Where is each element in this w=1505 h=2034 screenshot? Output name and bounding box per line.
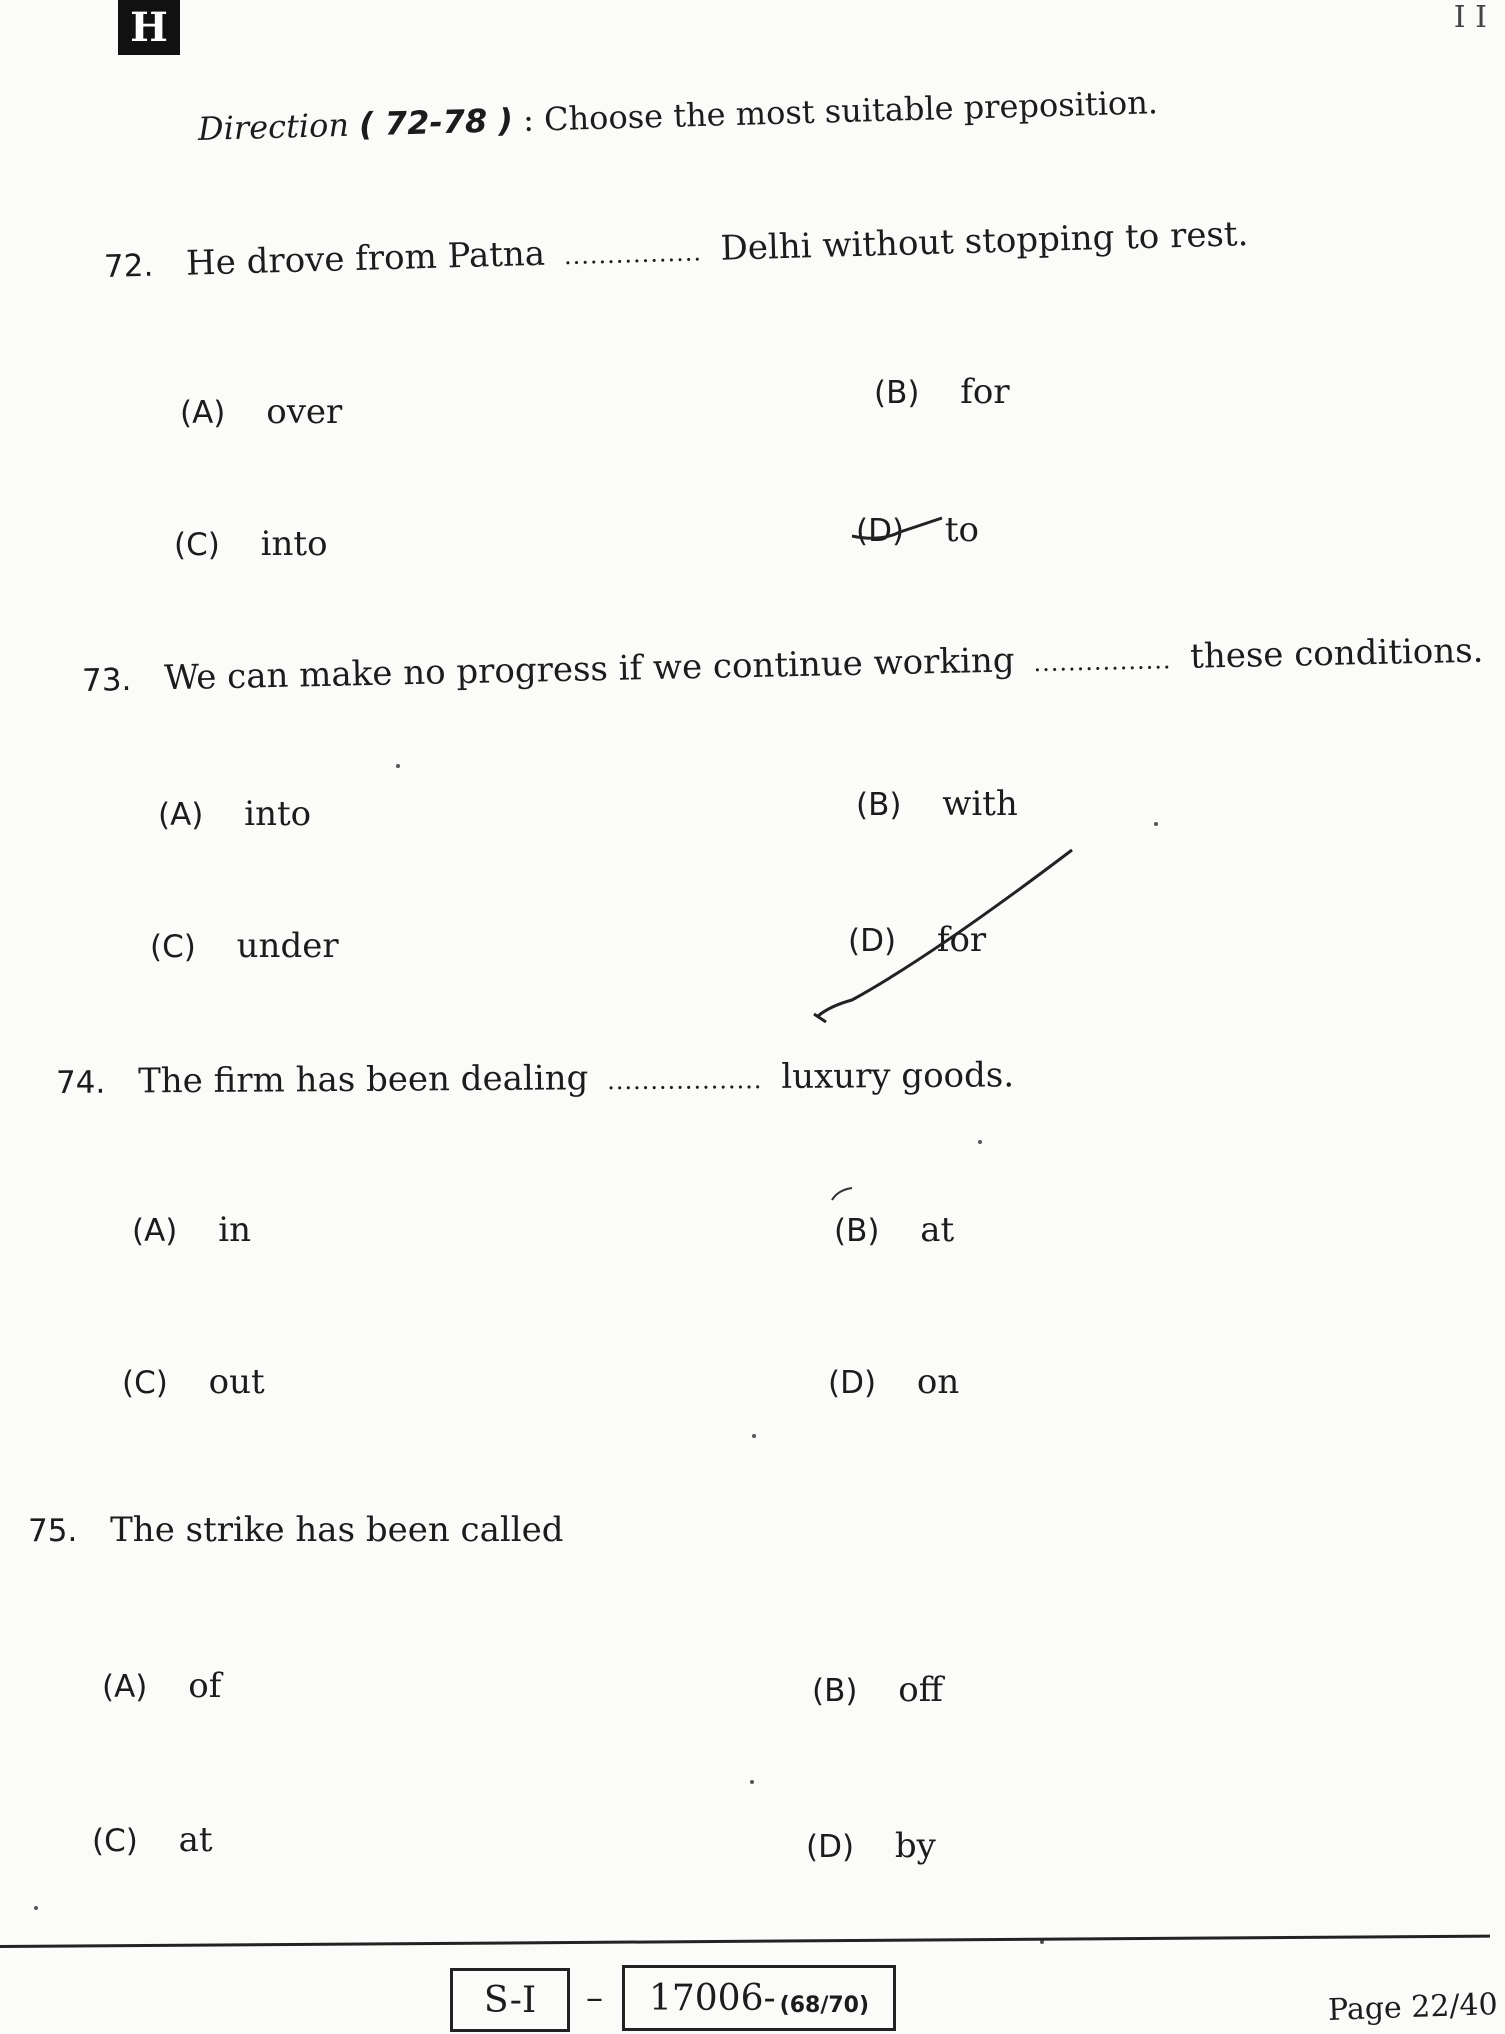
question-text-before: He drove from Patna: [185, 233, 546, 284]
question-blank: ..................: [607, 1066, 763, 1096]
option-text: into: [244, 794, 312, 834]
option-74-d[interactable]: [828, 1362, 959, 1402]
option-text: into: [260, 524, 328, 564]
option-74-c[interactable]: [122, 1362, 265, 1402]
question-72: [103, 214, 1248, 286]
option-text: for: [960, 372, 1010, 412]
option-letter: (A): [132, 1213, 178, 1249]
option-text: for: [936, 920, 987, 960]
booklet-code-box: [622, 1965, 896, 2031]
scan-speck: [34, 1906, 38, 1910]
option-text: under: [236, 926, 339, 966]
question-number: 72.: [103, 247, 154, 285]
question-number: 74.: [55, 1064, 106, 1101]
option-text: to: [944, 510, 980, 550]
option-letter: (C): [150, 929, 196, 965]
scan-speck: [978, 1140, 982, 1144]
option-text: of: [188, 1666, 222, 1706]
option-letter: (B): [874, 375, 920, 411]
option-letter: (B): [812, 1673, 858, 1709]
option-72-d[interactable]: [856, 510, 979, 550]
booklet-code: 17006-: [648, 1977, 776, 2019]
question-75: [28, 1510, 563, 1550]
direction-lead: Direction: [197, 105, 350, 148]
option-72-b[interactable]: [874, 372, 1010, 412]
question-text-before: The strike has been called: [110, 1510, 564, 1550]
pen-mark-small: [828, 1184, 858, 1204]
option-text: on: [916, 1362, 960, 1402]
series-code: S-I: [483, 1979, 537, 2021]
scan-speck: [752, 1434, 756, 1438]
direction-text: : Choose the most suitable preposition.: [522, 83, 1159, 139]
question-number: 73.: [81, 661, 132, 699]
question-text-after: luxury goods.: [781, 1055, 1015, 1097]
option-text: with: [942, 784, 1018, 824]
option-letter: (D): [828, 1365, 877, 1401]
option-75-c[interactable]: [92, 1820, 213, 1860]
option-letter: (C): [174, 527, 220, 563]
option-letter: (A): [180, 395, 226, 431]
option-letter: (D): [806, 1829, 855, 1865]
option-text: at: [920, 1210, 955, 1250]
footer-rule: [0, 1935, 1490, 1948]
scan-speck: [396, 764, 400, 768]
series-box: [450, 1968, 570, 2032]
question-text-after: these conditions.: [1189, 630, 1484, 677]
set-badge: H: [118, 0, 180, 55]
option-text: in: [218, 1210, 251, 1250]
question-text-after: Delhi without stopping to rest.: [720, 214, 1249, 269]
corner-mark: I I: [1453, 0, 1487, 35]
question-number: 75.: [28, 1513, 78, 1549]
option-73-c[interactable]: [150, 926, 339, 966]
option-74-a[interactable]: [132, 1210, 251, 1250]
option-letter: (C): [92, 1823, 138, 1859]
option-74-b[interactable]: [834, 1210, 954, 1250]
option-75-d[interactable]: [806, 1826, 936, 1866]
option-75-b[interactable]: [812, 1670, 943, 1710]
question-74: [56, 1055, 1014, 1102]
option-72-a[interactable]: [180, 392, 342, 432]
scan-speck: [750, 1780, 754, 1784]
booklet-code-suffix: (68/70): [779, 1993, 870, 2018]
footer-separator: –: [586, 1978, 603, 2018]
question-text-before: We can make no progress if we continue working: [163, 640, 1015, 699]
option-letter: (B): [856, 787, 902, 823]
option-73-b[interactable]: [856, 784, 1018, 824]
question-text-before: The firm has been dealing: [137, 1058, 589, 1102]
option-letter: (D): [856, 513, 905, 549]
option-letter: (C): [122, 1365, 168, 1401]
page-number: Page 22/40: [1327, 1987, 1499, 2028]
option-72-c[interactable]: [174, 524, 328, 564]
option-text: off: [898, 1670, 943, 1710]
option-text: over: [266, 392, 343, 432]
direction-range: ( 72-78 ): [358, 101, 514, 144]
option-text: out: [208, 1362, 265, 1402]
option-text: by: [894, 1826, 936, 1866]
option-73-d[interactable]: [848, 920, 986, 960]
option-letter: (A): [102, 1669, 148, 1705]
question-blank: ................: [563, 238, 703, 271]
option-letter: (D): [848, 923, 897, 959]
option-75-a[interactable]: [102, 1666, 221, 1706]
option-text: at: [178, 1820, 213, 1860]
question-73: [82, 631, 1484, 700]
option-letter: (A): [158, 797, 204, 833]
option-letter: (B): [834, 1213, 880, 1249]
option-73-a[interactable]: [158, 794, 311, 834]
scan-speck: [1154, 822, 1158, 826]
question-blank: ................: [1033, 646, 1172, 678]
direction-instruction: [197, 83, 1158, 148]
